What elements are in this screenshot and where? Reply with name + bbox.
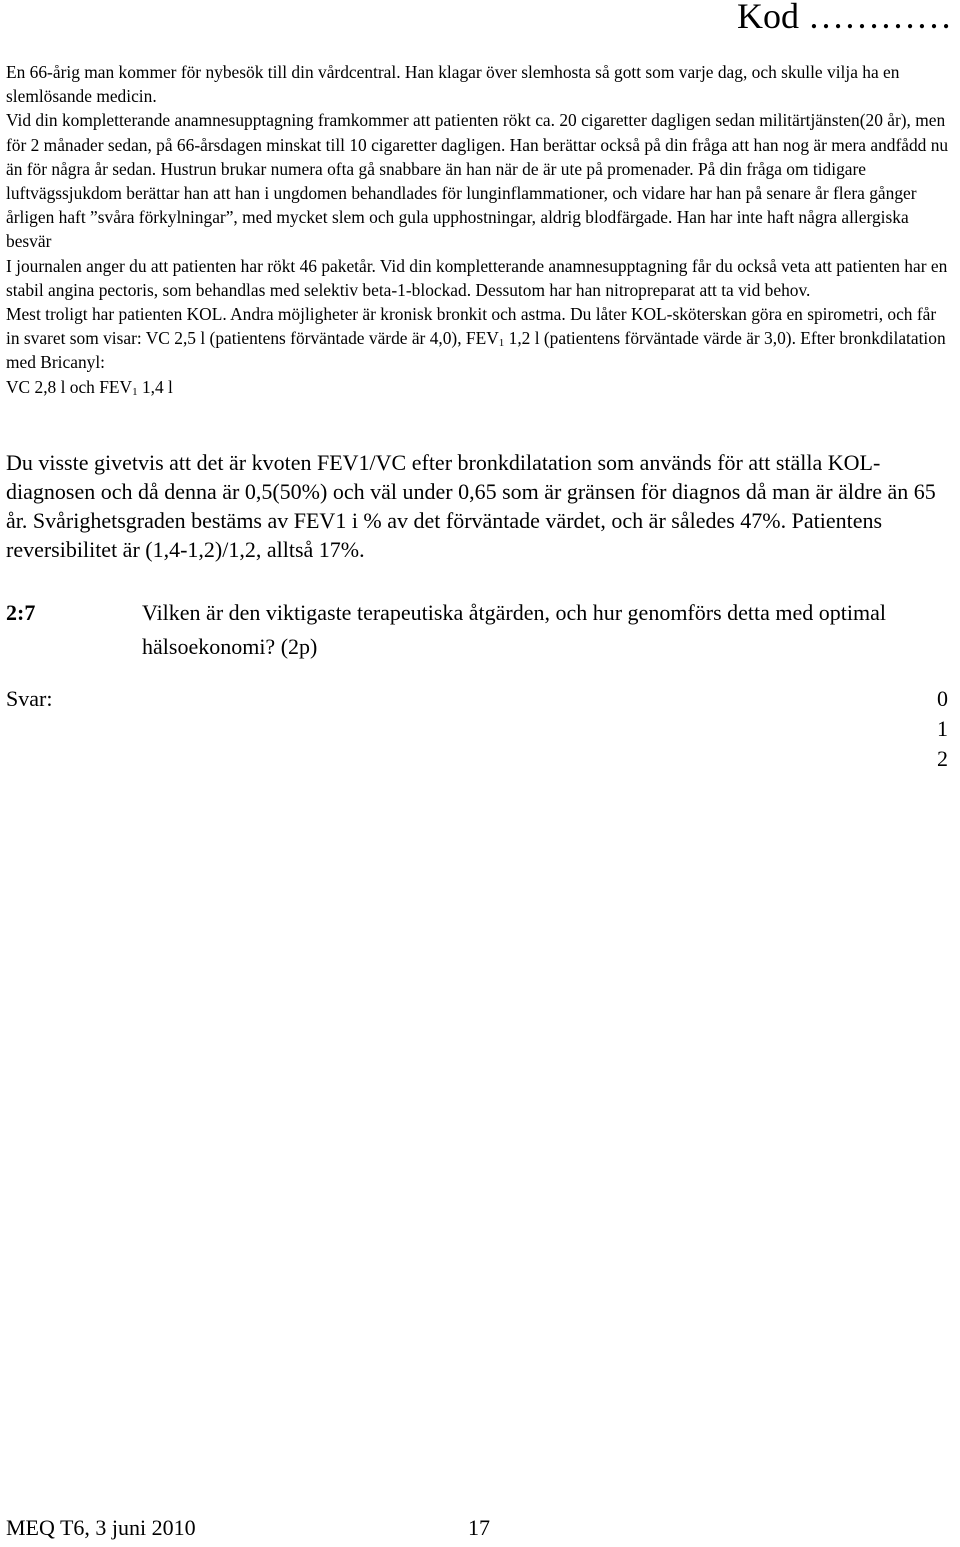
post-bd-text-part2: 1,4 l xyxy=(137,376,173,397)
question-text: Vilken är den viktigaste terapeutiska åtgärden, och hur genomförs detta med optimal hälsoekonomi? (2p) xyxy=(142,600,886,659)
case-paragraph-intro: En 66-årig man kommer för nybesök till din vårdcentral. Han klagar över slemhosta så gott som varje dag, och skulle vilja ha en slemlösande medicin. xyxy=(6,62,900,107)
case-description xyxy=(6,60,951,399)
score-option-1: 1 xyxy=(937,716,948,741)
question-number: 2:7 xyxy=(6,600,36,625)
spirometry-text-part1: Mest troligt har patienten KOL. Andra möjligheter är kronisk bronkit och astma. Du låter KOL-sköterskan göra en spirometri, och får in svaret som visar: VC 2,5 l (patientens förväntade värde är 4,0), FEV xyxy=(6,304,937,349)
score-option-0: 0 xyxy=(937,686,948,711)
case-paragraph-post-bronchodilation xyxy=(6,375,951,399)
score-options xyxy=(937,684,948,774)
score-option-2: 2 xyxy=(937,746,948,771)
fev-subscript: 1 xyxy=(498,337,505,350)
case-paragraph-spirometry xyxy=(6,302,951,375)
case-paragraph-history: Vid din kompletterande anamnesupptagning framkommer att patienten rökt ca. 20 cigaretter dagligen sedan militärtjänsten(20 år), men för 2 månader sedan, på 66-årsdagen minskat till 10 cigaretter dagligen. Han berättar också på din fråga att han nog är mera andfådd nu än för några år sedan. Hustrun brukar numera ofta gå snabbare än han när de är ute på promenader. På din fråga om tidigare luftvägssjukdom berättar han att han i ungdomen behandlades för lunginflammationer, och vidare har han på senare år flera gånger årligen haft ”svåra förkylningar”, med mycket slem och gula upphostningar, aldrig blodfärgade. Han har inte haft några allergiska besvär xyxy=(6,110,949,252)
post-bd-text-part1: VC 2,8 l och FEV xyxy=(6,376,133,397)
fev-subscript: 1 xyxy=(132,385,138,398)
page-number: 17 xyxy=(468,1515,490,1540)
case-paragraph-journal: I journalen anger du att patienten har rökt 46 paketår. Vid din kompletterande anamnesupptagning får du också veta att patienten har en stabil angina pectoris, som behandlas med selektiv beta-1-blockad. Dessutom har han nitropreparat att ta vid behov. xyxy=(6,255,948,300)
answer-explanation: Du visste givetvis att det är kvoten FEV1/VC efter bronkdilatation som används för att ställa KOL-diagnosen och då denna är 0,5(50%) och väl under 0,65 som är gränsen för diagnos då man är äldre än 65 år. Svårighetsgraden bestäms av FEV1 i % av det förväntade värdet, och är således 47%. Patientens reversibilitet är (1,4-1,2)/1,2, alltså 17%. xyxy=(6,450,936,562)
page-footer xyxy=(6,1515,490,1541)
footer-exam-label: MEQ T6, 3 juni 2010 xyxy=(6,1515,196,1540)
code-field-label: Kod ………… xyxy=(737,0,952,36)
spirometry-text-part2: 1,2 l (patientens förväntade värde är 3,0). Efter bronkdilatation med Bricanyl: xyxy=(6,328,946,373)
answer-label: Svar: xyxy=(6,686,53,711)
